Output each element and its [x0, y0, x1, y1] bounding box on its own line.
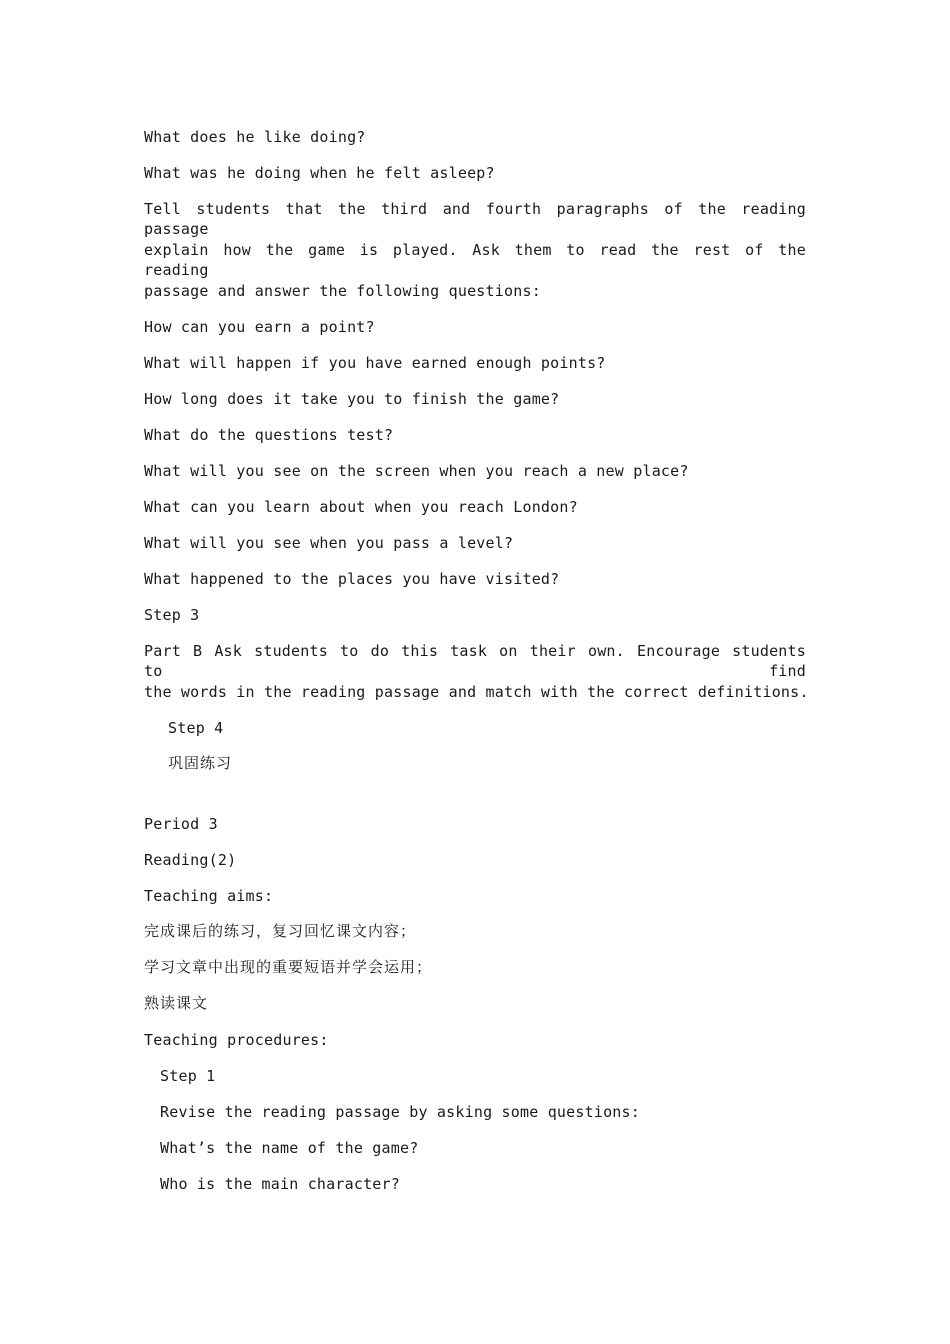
- instruction-line: Tell students that the third and fourth paragraphs of the reading passage: [144, 200, 806, 238]
- question-line: What will you see when you pass a level?: [144, 534, 514, 552]
- question-line: How can you earn a point?: [144, 318, 375, 336]
- question-line: What was he doing when he felt asleep?: [144, 164, 495, 182]
- instruction-line: Revise the reading passage by asking some questions:: [160, 1103, 640, 1121]
- step-content: 巩固练习: [168, 754, 233, 772]
- question-line: Who is the main character?: [160, 1175, 400, 1193]
- period-heading: Period 3: [144, 815, 218, 833]
- question-line: What can you learn about when you reach London?: [144, 498, 578, 516]
- question-line: What will you see on the screen when you reach a new place?: [144, 462, 689, 480]
- question-line: What do the questions test?: [144, 426, 394, 444]
- aim-item: 学习文章中出现的重要短语并学会运用；: [144, 958, 433, 976]
- aim-item: 完成课后的练习，复习回忆课文内容；: [144, 922, 417, 940]
- step-heading: Step 4: [168, 719, 224, 737]
- question-line: What’s the name of the game?: [160, 1139, 419, 1157]
- instruction-line: the words in the reading passage and match with the correct definitions.: [144, 683, 809, 701]
- section-heading: Reading(2): [144, 851, 237, 869]
- question-line: What does he like doing?: [144, 128, 366, 146]
- step-heading: Step 3: [144, 606, 200, 624]
- question-line: How long does it take you to finish the game?: [144, 390, 560, 408]
- teaching-aims-heading: Teaching aims:: [144, 887, 274, 905]
- instruction-line: explain how the game is played. Ask them to read the rest of the reading: [144, 241, 806, 279]
- teaching-procedures-heading: Teaching procedures:: [144, 1031, 329, 1049]
- step-heading: Step 1: [160, 1067, 216, 1085]
- question-line: What will happen if you have earned enough points?: [144, 354, 606, 372]
- aim-item: 熟读课文: [144, 994, 209, 1012]
- question-line: What happened to the places you have visited?: [144, 570, 560, 588]
- instruction-line: Part B Ask students to do this task on their own. Encourage students to find: [144, 642, 806, 680]
- instruction-line: passage and answer the following questions:: [144, 282, 541, 300]
